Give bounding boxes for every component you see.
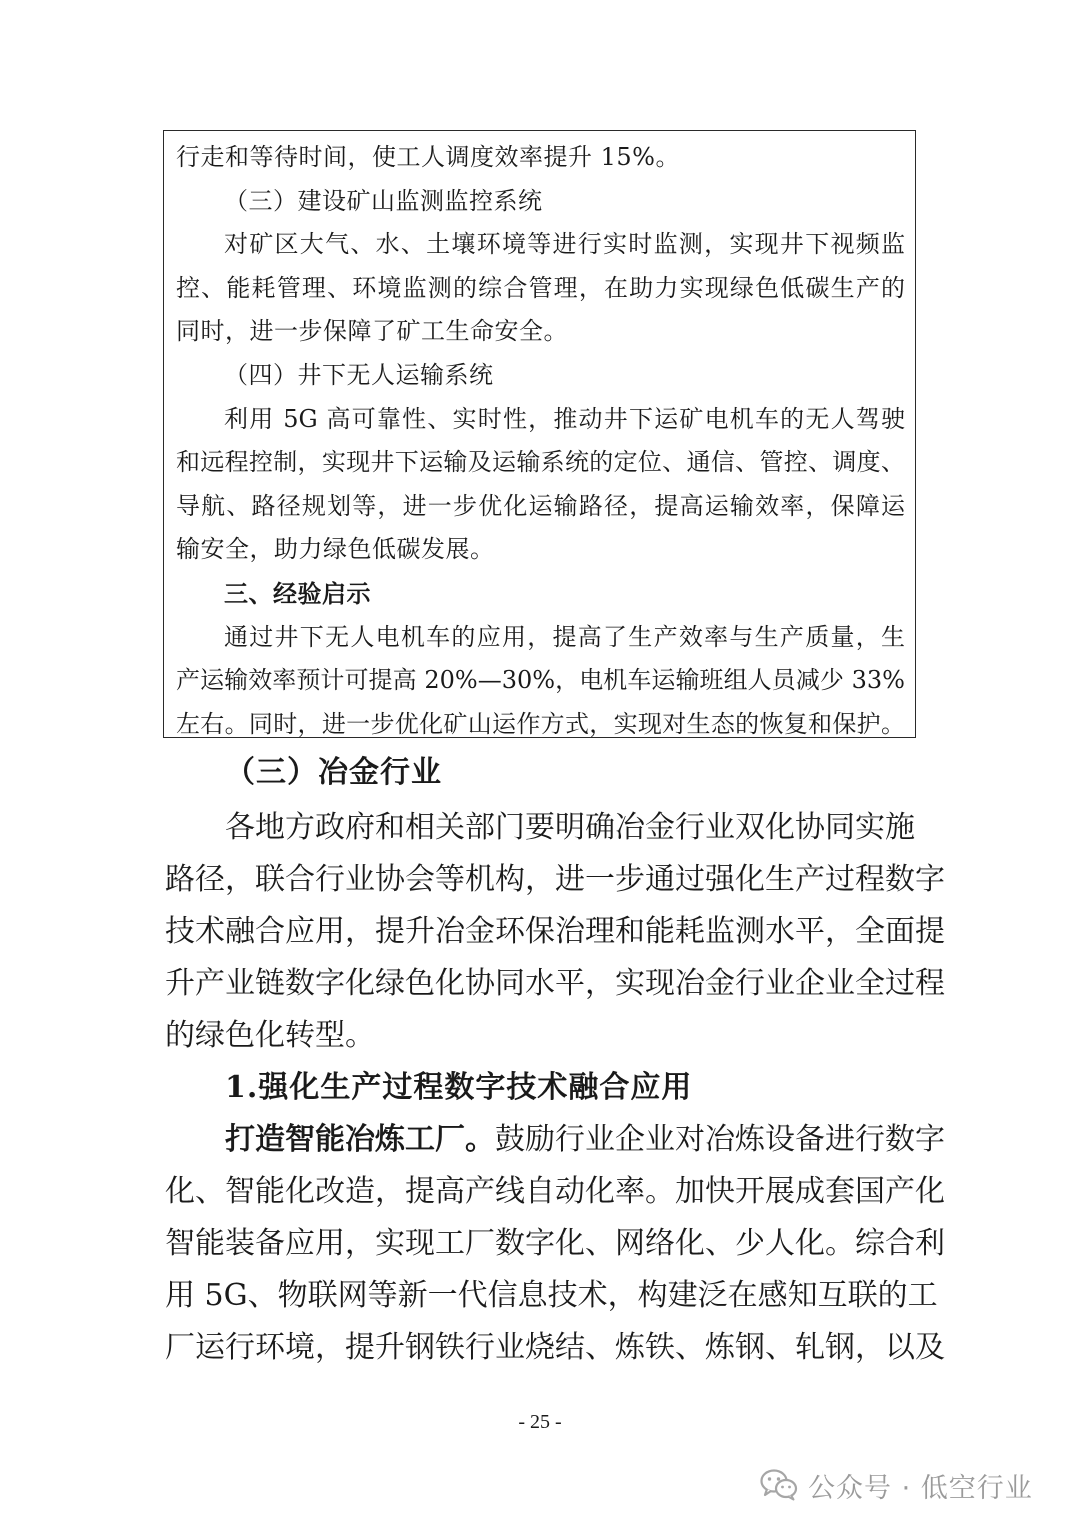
paragraph-line: 路径，联合行业协会等机构，进一步通过强化生产过程数字: [165, 862, 945, 897]
box-line: 输安全，助力绿色低碳发展。: [176, 535, 495, 564]
paragraph-text: 鼓励行业企业对冶炼设备进行数字: [495, 1122, 945, 1157]
box-line: 左右。同时，进一步优化矿山运作方式，实现对生态的恢复和保护。: [176, 709, 905, 738]
case-study-box: [163, 130, 916, 738]
paragraph-line: 厂运行环境，提升钢铁行业烧结、炼铁、炼钢、轧钢，以及: [165, 1330, 945, 1365]
box-section-heading: 三、经验启示: [224, 578, 371, 608]
box-line: 导航、路径规划等，进一步优化运输路径，提高运输效率，保障运: [176, 491, 905, 520]
paragraph-lead: 打造智能冶炼工厂。: [225, 1122, 495, 1157]
box-subheading: （三）建设矿山监测监控系统: [224, 186, 543, 215]
box-line: 和远程控制，实现井下运输及运输系统的定位、通信、管控、调度、: [176, 448, 905, 477]
box-line: 行走和等待时间，使工人调度效率提升 15%。: [176, 143, 680, 171]
box-line: 产运输效率预计可提高 20%—30%，电机车运输班组人员减少 33%: [176, 666, 905, 695]
paragraph-line: 化、智能化改造，提高产线自动化率。加快开展成套国产化: [165, 1174, 945, 1209]
box-line: 控、能耗管理、环境监测的综合管理，在助力实现绿色低碳生产的: [176, 273, 905, 302]
watermark: [760, 1460, 1033, 1510]
section-heading: （三）冶金行业: [225, 755, 442, 790]
paragraph-line: 的绿色化转型。: [165, 1018, 375, 1053]
paragraph-line: 用 5G、物联网等新一代信息技术，构建泛在感知互联的工: [165, 1278, 938, 1313]
box-line: 通过井下无人电机车的应用，提高了生产效率与生产质量，生: [224, 622, 905, 651]
paragraph-line: [165, 1120, 945, 1160]
box-subheading: （四）井下无人运输系统: [224, 360, 494, 389]
paragraph-line: 升产业链数字化绿色化协同水平，实现冶金行业企业全过程: [165, 966, 945, 1001]
paragraph-line: 智能装备应用，实现工厂数字化、网络化、少人化。综合利: [165, 1226, 945, 1261]
paragraph-line: 技术融合应用，提升冶金环保治理和能耗监测水平，全面提: [165, 914, 945, 949]
page-number: - 25 -: [518, 1411, 562, 1433]
wechat-icon: [760, 1469, 798, 1501]
paragraph-line: 各地方政府和相关部门要明确冶金行业双化协同实施: [225, 810, 915, 845]
box-line: 利用 5G 高可靠性、实时性，推动井下运矿电机车的无人驾驶: [224, 404, 905, 433]
subheading: 1.强化生产过程数字技术融合应用: [225, 1070, 693, 1105]
box-line: 对矿区大气、水、土壤环境等进行实时监测，实现井下视频监: [224, 230, 905, 259]
box-line: 同时，进一步保障了矿工生命安全。: [176, 317, 568, 346]
watermark-text: 公众号 · 低空行业: [808, 1472, 1033, 1504]
